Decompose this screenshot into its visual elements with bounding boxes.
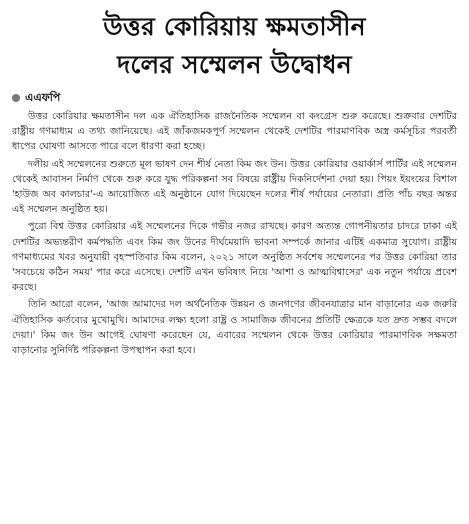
headline (12, 8, 457, 84)
paragraph-1: উত্তর কোরিয়ার ক্ষমতাসীন দল এক ঐতিহাসিক রাজনৈতিক সম্মেলন বা কংগ্রেস শুরু করেছে। শুক্রবার দেশটির রাষ্ট্রীয় গণমাধ্যম এ তথ্য জানিয়েছে। এই জাঁকজমকপূর্ণ সম্মেলন থেকেই দেশটির পারমাণবিক অস্ত্র কর্মসূচির পরবর্তী ধাপের ঘোষণা আসতে পারে বলে ধারণা করা হচ্ছে। (12, 111, 457, 153)
byline-source: এএফপি (25, 90, 61, 104)
headline-line-2: দলের সম্মেলন উদ্বোধন (117, 50, 352, 79)
byline (12, 90, 457, 106)
paragraph-4: তিনি আরো বলেন, 'আজ আমাদের দল অর্থনৈতিক উন্নয়ন ও জনগণের জীবনযাত্রার মান বাড়ানোর এক জরুরি ঐতিহাসিক কর্তব্যের মুখোমুখি। আমাদের লক্ষ্য হলো রাষ্ট্র ও সামাজিক জীবনের প্রতিটি ক্ষেত্রকে যত দ্রুত সম্ভব বদলে দেয়া।' কিম জং উন আগেই ঘোষণা করেছেন যে, এবারের সম্মেলন থেকে উত্তর কোরিয়ার পারমাণবিক সক্ষমতা বাড়ানোর সুনির্দিষ্ট পরিকল্পনা উপস্থাপন করা হবে। (12, 299, 457, 357)
bullet-icon (12, 94, 20, 102)
article-page (0, 8, 469, 524)
article-body (12, 109, 457, 358)
paragraph-2: দলীয় এই সম্মেলনের শুরুতে মূল ভাষণ দেন শীর্ষ নেতা কিম জং উন। উত্তর কোরিয়ার ওয়ার্কার্স পার্টির এই সম্মেলন থেকেই আবাসন নির্মাণ থেকে শুরু করে যুদ্ধ পরিকল্পনা সব বিষয়ে রাষ্ট্রীয় দিকনির্দেশনা দেয়া হয়। পিয়ং ইয়ংয়ের বিশাল 'হাউজ অব কালচার'-এ আয়োজিত এই অনুষ্ঠানে যোগ দিয়েছেন দলের শীর্ষ পর্যায়ের নেতারা। প্রতি পাঁচ বছর অন্তর এই সম্মেলন অনুষ্ঠিত হয়। (12, 158, 457, 216)
paragraph-3: পুরো বিশ্ব উত্তর কোরিয়ার এই সম্মেলনের দিকে গভীর নজর রাখছে। কারণ অত্যন্ত গোপনীয়তার চাদরে ঢাকা এই দেশটির অভ্যন্তরীণ কর্মপদ্ধতি এবং কিম জং উনের দীর্ঘমেয়াদি ভাবনা সম্পর্কে জানার এটিই একমাত্র সুযোগ। রাষ্ট্রীয় গণমাধ্যমের খবর অনুযায়ী বৃহস্পতিবার কিম বলেন, ২০২১ সালে অনুষ্ঠিত সর্বশেষ সম্মেলনের পর উত্তর কোরিয়া তার 'সবচেয়ে কঠিন সময়' পার করে এসেছে। দেশটি এখন ভবিষ্যৎ নিয়ে 'আশা ও আত্মবিশ্বাসের' এক নতুন পর্যায়ে প্রবেশ করছে। (12, 221, 457, 294)
headline-line-1: উত্তর কোরিয়ায় ক্ষমতাসীন (103, 12, 366, 41)
